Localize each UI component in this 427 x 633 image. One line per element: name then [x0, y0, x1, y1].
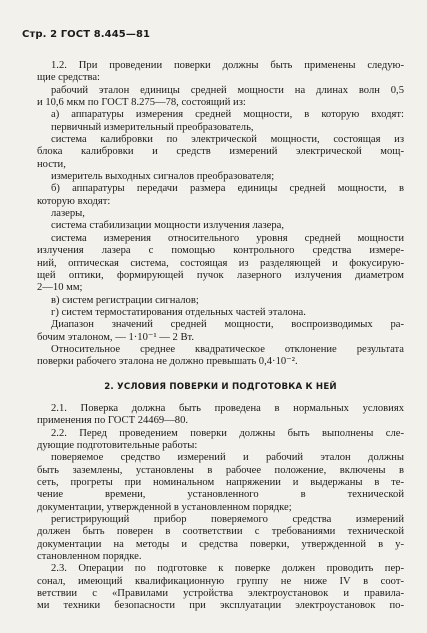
paragraph-line: блока калибровки и средств измерений электрической мощ-: [37, 146, 404, 158]
paragraph-line: применения по ГОСТ 24469—80.: [37, 415, 189, 427]
paragraph-line: система стабилизации мощности излучения лазера,: [51, 220, 284, 232]
paragraph-line: б) аппаратуры передачи размера единицы средней мощности, в: [51, 183, 404, 195]
paragraph-line: поверяемое средство измерений и рабочий эталон должны: [51, 452, 404, 464]
paragraph-line: сеть, прогреты при номинальном напряжении и выдержаны в те-: [37, 477, 404, 488]
paragraph-line: ний, оптическая система, состоящая из разделяющей и фокусирую-: [37, 257, 404, 269]
paragraph-line: лазеры,: [51, 208, 85, 220]
paragraph-line: щей оптики, формирующей пучок лазерного излучения диаметром: [37, 269, 404, 281]
paragraph-line: первичный измерительный преобразователь,: [51, 121, 254, 133]
paragraph-line: и 10,6 мкм по ГОСТ 8.275—78, состоящий из:: [37, 97, 246, 109]
paragraph-line: система калибровки по электрической мощности, состоящая из: [51, 134, 404, 146]
paragraph-line: система измерения относительного уровня средней мощности: [51, 232, 404, 244]
paragraph-line: ми техники безопасности при эксплуатации электроустановок по-: [37, 600, 404, 612]
paragraph-line: излучения лазера с помощью контрольного средства измере-: [37, 245, 404, 257]
paragraph-line: сонал, имеющий квалификационную группу не ниже IV в соот-: [37, 575, 404, 587]
paragraph-line: ветствии с «Правилами устройства электроустановок и правила-: [37, 588, 404, 600]
paragraph-line: рабочий эталон единицы средней мощности на длинах волн 0,5: [51, 84, 404, 96]
paragraph-line: 1.2. При проведении поверки должны быть применены следую-: [51, 60, 404, 71]
section-title: 2. УСЛОВИЯ ПОВЕРКИ И ПОДГОТОВКА К НЕЙ: [104, 381, 337, 392]
paragraph-line: становленном порядке.: [37, 551, 142, 563]
body-text: [37, 60, 404, 613]
paragraph-line: 2—10 мм;: [37, 282, 83, 294]
paragraph-line: поверки рабочего эталона не должно превышать 0,4·10⁻².: [37, 356, 298, 368]
paragraph-line: регистрирующий прибор поверяемого средства измерений: [51, 514, 404, 526]
paragraph-line: 2.3. Операции по подготовке к поверке должен проводить пер-: [51, 563, 404, 575]
paragraph-line: бочим эталоном, — 1·10⁻¹ — 2 Вт.: [37, 331, 195, 343]
paragraph-line: щие средства:: [37, 72, 100, 84]
paragraph-line: дующие подготовительные работы:: [37, 439, 198, 451]
paragraph-line: в) систем регистрации сигналов;: [51, 294, 199, 306]
paragraph-line: 2.1. Поверка должна быть проведена в нормальных условиях: [51, 402, 404, 414]
paragraph-line: чение времени, установленного в технической: [37, 489, 404, 501]
paragraph-line: Диапазон значений средней мощности, воспроизводимых ра-: [51, 319, 404, 331]
paragraph-line: документации, утвержденной в установленном порядке;: [37, 501, 292, 513]
paragraph-line: 2.2. Перед проведением поверки должны быть выполнены сле-: [51, 427, 404, 439]
paragraph-line: должен быть поверен в соответствии с требованиями технической: [37, 526, 404, 538]
paragraph-line: документации на методы и средства поверки, утвержденной в у-: [37, 538, 404, 550]
paragraph-line: ности,: [37, 158, 66, 170]
paragraph-line: быть заземлены, установлены в рабочее положение, включены в: [37, 464, 404, 476]
paragraph-line: Относительное среднее квадратическое отклонение результата: [51, 343, 404, 355]
paragraph-line: г) систем термостатирования отдельных частей эталона.: [51, 306, 306, 318]
paragraph-line: которую входят:: [37, 195, 111, 207]
paragraph-line: а) аппаратуры измерения средней мощности, в которую входят:: [51, 109, 404, 121]
page-header: Стр. 2 ГОСТ 8.445—81: [22, 29, 151, 40]
paragraph-line: измеритель выходных сигналов преобразователя;: [51, 171, 275, 183]
